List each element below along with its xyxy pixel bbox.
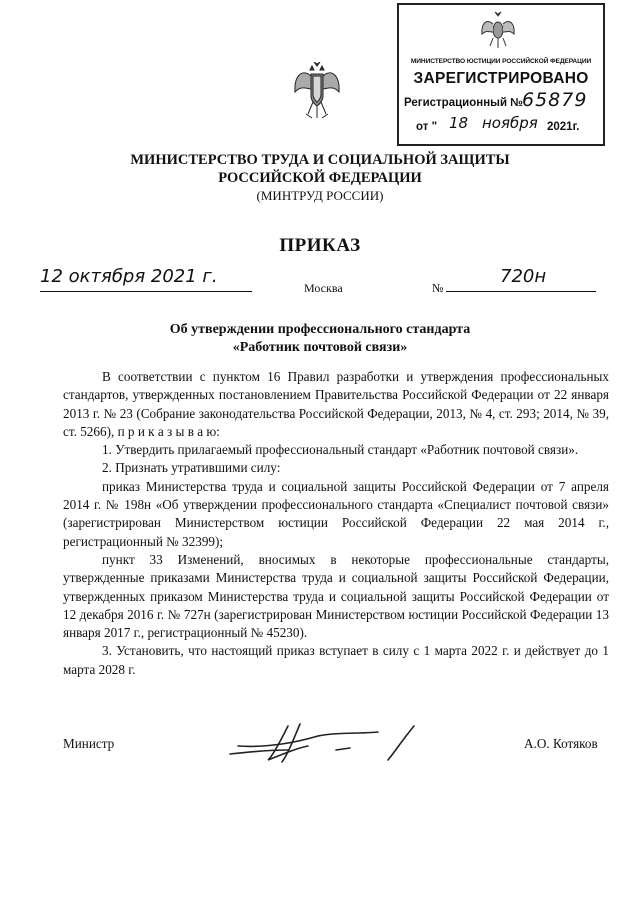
subject-line1: Об утверждении профессионального стандарта (169, 322, 471, 337)
paragraph-item-1: 1. Утвердить прилагаемый профессиональный стандарт «Работник почтовой связи». (102, 442, 579, 458)
ministry-name-line1: МИНИСТЕРСТВО ТРУДА И СОЦИАЛЬНОЙ ЗАЩИТЫ (130, 152, 510, 168)
stamp-registered: ЗАРЕГИСТРИРОВАНО (413, 70, 589, 87)
stamp-date-year: 2021г. (547, 121, 580, 133)
stamp-date-day: 18 (449, 114, 469, 132)
paragraph-item-2: 2. Признать утратившими силу: (102, 460, 281, 476)
signer-title: Министр (63, 736, 115, 751)
stamp-date-month: ноября (482, 114, 538, 132)
stamp-ministry: МИНИСТЕРСТВО ЮСТИЦИИ РОССИЙСКОЙ ФЕДЕРАЦИИ (410, 58, 592, 65)
order-date: 12 октября 2021 г. (40, 266, 218, 287)
stamp-eagle-emblem-icon (478, 10, 518, 50)
ministry-name-line2: РОССИЙСКОЙ ФЕДЕРАЦИИ (218, 170, 422, 186)
signer-name: А.О. Котяков (524, 736, 598, 751)
number-underline (446, 291, 596, 292)
paragraph-item-2-clause: пункт 33 Изменений, вносимых в некоторые профессиональные стандарты, утвержденные приказами Министерства труда и социальной защиты Российской Федерации, утвержденных приказом Министерства труда и социальной защиты Российской Федерации от 12 декабря 2016 г. № 727н (зарегистрирован Министерством юстиции Российской Федерации 13 января 2017 г., регистрационный № 45230). (63, 551, 609, 641)
order-body (63, 368, 609, 679)
handwritten-signature-icon (228, 716, 418, 766)
paragraph-item-3: 3. Установить, что настоящий приказ вступает в силу с 1 марта 2022 г. и действует до 1 марта 2028 г. (63, 643, 609, 677)
stamp-date-prefix: от " (416, 121, 438, 133)
city: Москва (304, 281, 343, 295)
paragraph-preamble: В соответствии с пунктом 16 Правил разработки и утверждения профессиональных стандартов, утвержденных постановлением Правительства Российской Федерации от 22 января 2013 г. № 23 (Собрание законодательства Российской Федерации, 2013, № 4, ст. 293; 2014, № 39, ст. 5266), п р и к а з ы в а ю: (63, 369, 609, 439)
subject-line2: «Работник почтовой связи» (232, 340, 408, 355)
order-number: 720н (500, 266, 547, 287)
stamp-regno-value: 65879 (522, 89, 588, 111)
order-number-label: № (432, 281, 444, 295)
ministry-short-name: (МИНТРУД РОССИИ) (256, 188, 384, 203)
stamp-regno-label: Регистрационный № (404, 97, 524, 109)
coat-of-arms-icon (292, 62, 342, 122)
paragraph-item-2-order: приказ Министерства труда и социальной защиты Российской Федерации от 7 апреля 2014 г. № 198н «Об утверждении профессионального стандарта «Специалист почтовой связи» (зарегистрирован Министерством юстиции Российской Федерации 22 мая 2014 г., регистрационный № 32399); (63, 478, 609, 549)
date-underline (40, 291, 252, 292)
document-title: ПРИКАЗ (279, 235, 361, 256)
